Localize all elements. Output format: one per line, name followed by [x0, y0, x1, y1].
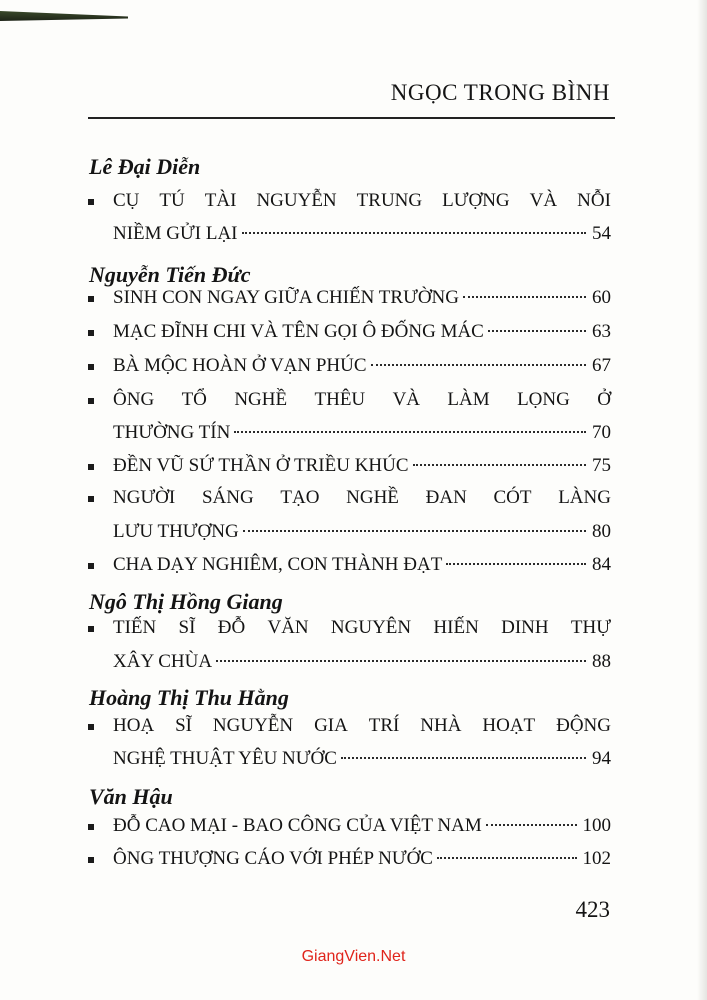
title-word: CỤ [113, 190, 140, 211]
entry-title [113, 487, 611, 509]
bullet-icon [88, 857, 94, 863]
entry-title: NIỀM GỬI LẠI [113, 223, 238, 244]
dot-leader [413, 464, 586, 466]
title-word: CÓT [493, 487, 532, 508]
title-word: NGHỀ [234, 389, 288, 410]
toc-entry[interactable] [113, 651, 611, 677]
entry-page-number: 88 [592, 651, 611, 672]
toc-entry[interactable] [113, 190, 611, 216]
section-author: Văn Hậu [89, 784, 173, 809]
entry-title: XÂY CHÙA [113, 651, 213, 672]
title-word: ÔNG [113, 389, 155, 410]
toc-entry[interactable] [113, 521, 611, 547]
dot-leader [437, 857, 577, 859]
entry-page-number: 80 [592, 521, 611, 542]
section-author: Ngô Thị Hồng Giang [89, 589, 283, 614]
title-word: THỰ [570, 617, 611, 638]
toc-entry[interactable] [113, 355, 611, 381]
title-word: THÊU [314, 389, 366, 410]
title-word: NGHỀ [346, 487, 399, 508]
title-word: HIẾN [433, 617, 479, 638]
title-word: LÀNG [558, 487, 611, 508]
entry-title: THƯỜNG TÍN [113, 422, 231, 443]
running-title: NGỌC TRONG BÌNH [390, 80, 610, 105]
entry-page-number: 60 [592, 287, 611, 308]
entry-title: LƯU THƯỢNG [113, 521, 239, 542]
dot-leader [371, 364, 586, 366]
title-word: ĐAN [425, 487, 467, 508]
dot-leader [216, 660, 586, 662]
title-word: NGƯỜI [113, 487, 176, 508]
entry-page-number: 75 [592, 455, 611, 476]
page-number: 423 [575, 897, 610, 922]
bullet-icon [88, 199, 94, 205]
section-author: Nguyễn Tiến Đức [89, 262, 251, 287]
entry-title: BÀ MỘC HOÀN Ở VẠN PHÚC [113, 355, 367, 376]
toc-entry[interactable] [113, 223, 611, 249]
dot-leader [486, 824, 577, 826]
entry-page-number: 54 [592, 223, 611, 244]
bullet-icon [88, 296, 94, 302]
dot-leader [446, 563, 586, 565]
bullet-icon [88, 464, 94, 470]
title-word: SĨ [178, 617, 196, 638]
title-word: SĨ [175, 715, 192, 736]
bullet-icon [88, 626, 94, 632]
title-word: GIA [314, 715, 348, 736]
entry-page-number: 100 [582, 815, 611, 836]
toc-entry[interactable] [113, 815, 611, 841]
toc-entry[interactable] [113, 848, 611, 874]
entry-page-number: 84 [592, 554, 611, 575]
toc-entry[interactable] [113, 715, 611, 741]
title-word: ĐỖ [217, 617, 246, 638]
watermark-link[interactable]: GiangVien.Net [301, 948, 406, 965]
entry-title: NGHỆ THUẬT YÊU NƯỚC [113, 748, 337, 769]
title-word: HOẠT [482, 715, 536, 736]
toc-entry[interactable] [113, 748, 611, 774]
bullet-icon [88, 724, 94, 730]
title-word: NỖI [577, 190, 611, 211]
title-word: Ở [597, 389, 611, 410]
toc-entry[interactable] [113, 389, 611, 415]
title-word: TÀI [204, 190, 237, 211]
entry-page-number: 94 [592, 748, 611, 769]
bullet-icon [88, 563, 94, 569]
title-word: TRUNG [356, 190, 423, 211]
title-word: NGUYỄN [212, 715, 294, 736]
title-word: TÚ [159, 190, 185, 211]
bullet-icon [88, 824, 94, 830]
entry-page-number: 63 [592, 321, 611, 342]
entry-title [113, 190, 611, 212]
title-word: NGUYÊN [330, 617, 412, 638]
entry-title: ĐỖ CAO MẠI - BAO CÔNG CỦA VIỆT NAM [113, 815, 482, 836]
entry-page-number: 70 [592, 422, 611, 443]
dot-leader [463, 296, 586, 298]
entry-title: MẠC ĐĨNH CHI VÀ TÊN GỌI Ô ĐỐNG MÁC [113, 321, 484, 342]
toc-entry[interactable] [113, 554, 611, 580]
toc-entry[interactable] [113, 455, 611, 481]
section-author: Lê Đại Diễn [89, 154, 201, 179]
title-word: SÁNG [201, 487, 254, 508]
entry-title [113, 617, 611, 639]
title-word: TỔ [181, 389, 207, 410]
title-word: NGUYỄN [256, 190, 337, 211]
dot-leader [243, 530, 586, 532]
entry-title: ĐỀN VŨ SỨ THẦN Ở TRIỀU KHÚC [113, 455, 409, 476]
bullet-icon [88, 496, 94, 502]
bullet-icon [88, 330, 94, 336]
title-word: TIẾN [113, 617, 157, 638]
dot-leader [341, 757, 586, 759]
section-author: Hoàng Thị Thu Hằng [89, 685, 289, 710]
title-word: VÀ [392, 389, 421, 410]
entry-title [113, 389, 611, 411]
title-word: TẠO [280, 487, 320, 508]
entry-title: SINH CON NGAY GIỮA CHIẾN TRƯỜNG [113, 287, 459, 308]
entry-title [113, 715, 611, 737]
toc-entry[interactable] [113, 287, 611, 313]
toc-entry[interactable] [113, 422, 611, 448]
dot-leader [242, 232, 587, 234]
entry-page-number: 67 [592, 355, 611, 376]
title-word: LỌNG [517, 389, 570, 410]
title-word: NHÀ [420, 715, 462, 736]
title-word: VĂN [267, 617, 309, 638]
title-word: LƯỢNG [442, 190, 510, 211]
entry-page-number: 102 [582, 848, 611, 869]
bullet-icon [88, 398, 94, 404]
toc-entry[interactable] [113, 321, 611, 347]
dot-leader [234, 431, 586, 433]
title-word: TRÍ [368, 715, 400, 736]
title-word: ĐỘNG [556, 715, 611, 736]
toc-entry[interactable] [113, 617, 611, 643]
title-word: DINH [501, 617, 549, 638]
title-word: LÀM [447, 389, 490, 410]
entry-title: CHA DẠY NGHIÊM, CON THÀNH ĐẠT [113, 554, 443, 575]
entry-title: ÔNG THƯỢNG CÁO VỚI PHÉP NƯỚC [113, 848, 433, 869]
dot-leader [488, 330, 586, 332]
title-word: VÀ [529, 190, 558, 211]
toc-entry[interactable] [113, 487, 611, 513]
title-word: HOẠ [113, 715, 155, 736]
bullet-icon [88, 364, 94, 370]
